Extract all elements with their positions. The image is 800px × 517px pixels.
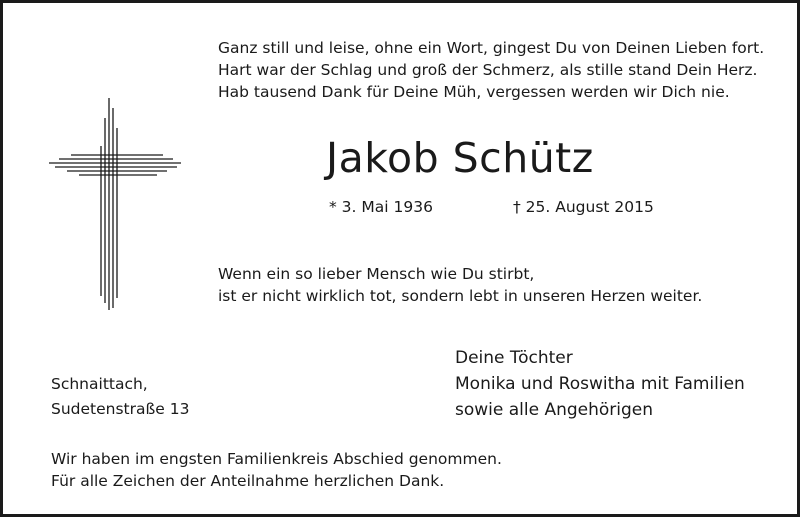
address-line: Sudetenstraße 13	[51, 400, 190, 418]
memorial-verse	[218, 263, 702, 307]
opening-poem-line: Ganz still und leise, ohne ein Wort, gingest Du von Deinen Lieben fort.	[218, 39, 765, 57]
address-line: Schnaittach,	[51, 375, 148, 393]
cross-icon	[49, 98, 183, 312]
address-block	[51, 372, 189, 422]
mourners-block	[455, 345, 745, 423]
mourners-line: Deine Töchter	[455, 348, 573, 368]
deceased-name: Jakob Schütz	[326, 134, 594, 182]
opening-poem-line: Hart war der Schlag und groß der Schmerz, als stille stand Dein Herz.	[218, 61, 758, 79]
memorial-verse-line: ist er nicht wirklich tot, sondern lebt in unseren Herzen weiter.	[218, 287, 703, 305]
mourners-line: sowie alle Angehörigen	[455, 400, 654, 420]
opening-poem-line: Hab tausend Dank für Deine Müh, vergessen werden wir Dich nie.	[218, 83, 730, 101]
death-date: † 25. August 2015	[513, 198, 654, 216]
closing-note-line: Für alle Zeichen der Anteilnahme herzlichen Dank.	[51, 472, 445, 490]
birth-date: * 3. Mai 1936	[329, 198, 433, 216]
opening-poem	[218, 37, 764, 103]
closing-note	[51, 448, 502, 492]
closing-note-line: Wir haben im engsten Familienkreis Abschied genommen.	[51, 450, 502, 468]
mourners-line: Monika und Roswitha mit Familien	[455, 374, 745, 394]
memorial-verse-line: Wenn ein so lieber Mensch wie Du stirbt,	[218, 265, 535, 283]
